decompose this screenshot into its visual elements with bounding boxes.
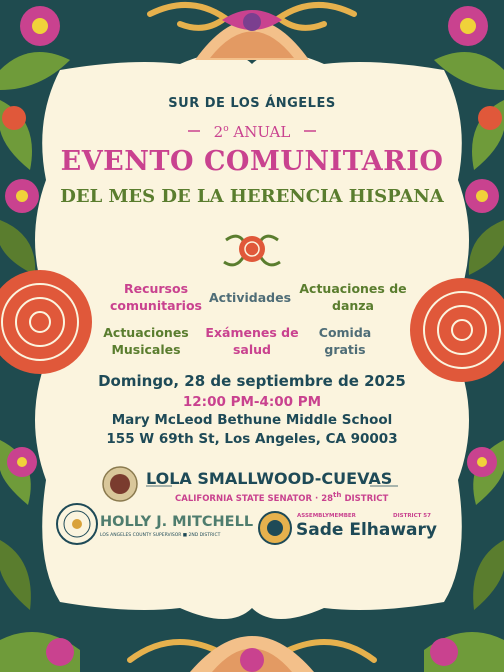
activity-food-line2: gratis <box>324 342 366 357</box>
edition-superscript: o <box>223 124 229 134</box>
senator-title-district: DISTRICT <box>341 493 389 504</box>
assembly-seal-icon <box>259 512 291 544</box>
edition-word: ANUAL <box>233 123 291 141</box>
senator-title-text: CALIFORNIA STATE SENATOR · 28 <box>175 493 334 504</box>
event-subtitle: DEL MES DE LA HERENCIA HISPANA <box>60 186 444 207</box>
activity-resources-line1: Recursos <box>123 281 189 296</box>
senate-seal-icon <box>103 467 137 501</box>
activity-music-line2: Musicales <box>111 342 181 357</box>
activity-activities-line1: Actividades <box>208 290 292 305</box>
event-date: Domingo, 28 de septiembre de 2025 <box>98 372 406 390</box>
activity-dance-line1: Actuaciones de <box>299 281 407 296</box>
event-venue: Mary McLeod Bethune Middle School <box>111 412 393 428</box>
assembly-role: ASSEMBLYMEMBER <box>297 513 356 519</box>
county-seal-icon <box>57 504 97 544</box>
supervisor-title: LOS ANGELES COUNTY SUPERVISOR ■ 2ND DISTRICT <box>100 533 221 538</box>
senator-title <box>175 490 388 504</box>
senator-title-sup: th <box>333 490 342 499</box>
event-title: EVENTO COMUNITARIO <box>60 146 444 177</box>
activity-dance-line2: danza <box>332 298 374 313</box>
activity-health-line2: salud <box>232 342 271 357</box>
edition-number: 2 <box>213 123 224 141</box>
activity-food-line1: Comida <box>318 325 372 340</box>
event-address: 155 W 69th St, Los Angeles, CA 90003 <box>106 431 398 447</box>
activity-music-line1: Actuaciones <box>103 325 189 340</box>
activity-resources-line2: comunitarios <box>110 298 202 313</box>
region-heading: SUR DE LOS ÁNGELES <box>168 96 336 111</box>
assembly-name: Sade Elhawary <box>296 520 437 540</box>
senator-name: LOLA SMALLWOOD-CUEVAS <box>146 469 393 488</box>
supervisor-name: HOLLY J. MITCHELL <box>100 514 254 530</box>
event-time: 12:00 PM-4:00 PM <box>182 394 322 410</box>
activity-health-line1: Exámenes de <box>205 325 299 340</box>
assembly-district: DISTRICT 57 <box>393 513 431 519</box>
